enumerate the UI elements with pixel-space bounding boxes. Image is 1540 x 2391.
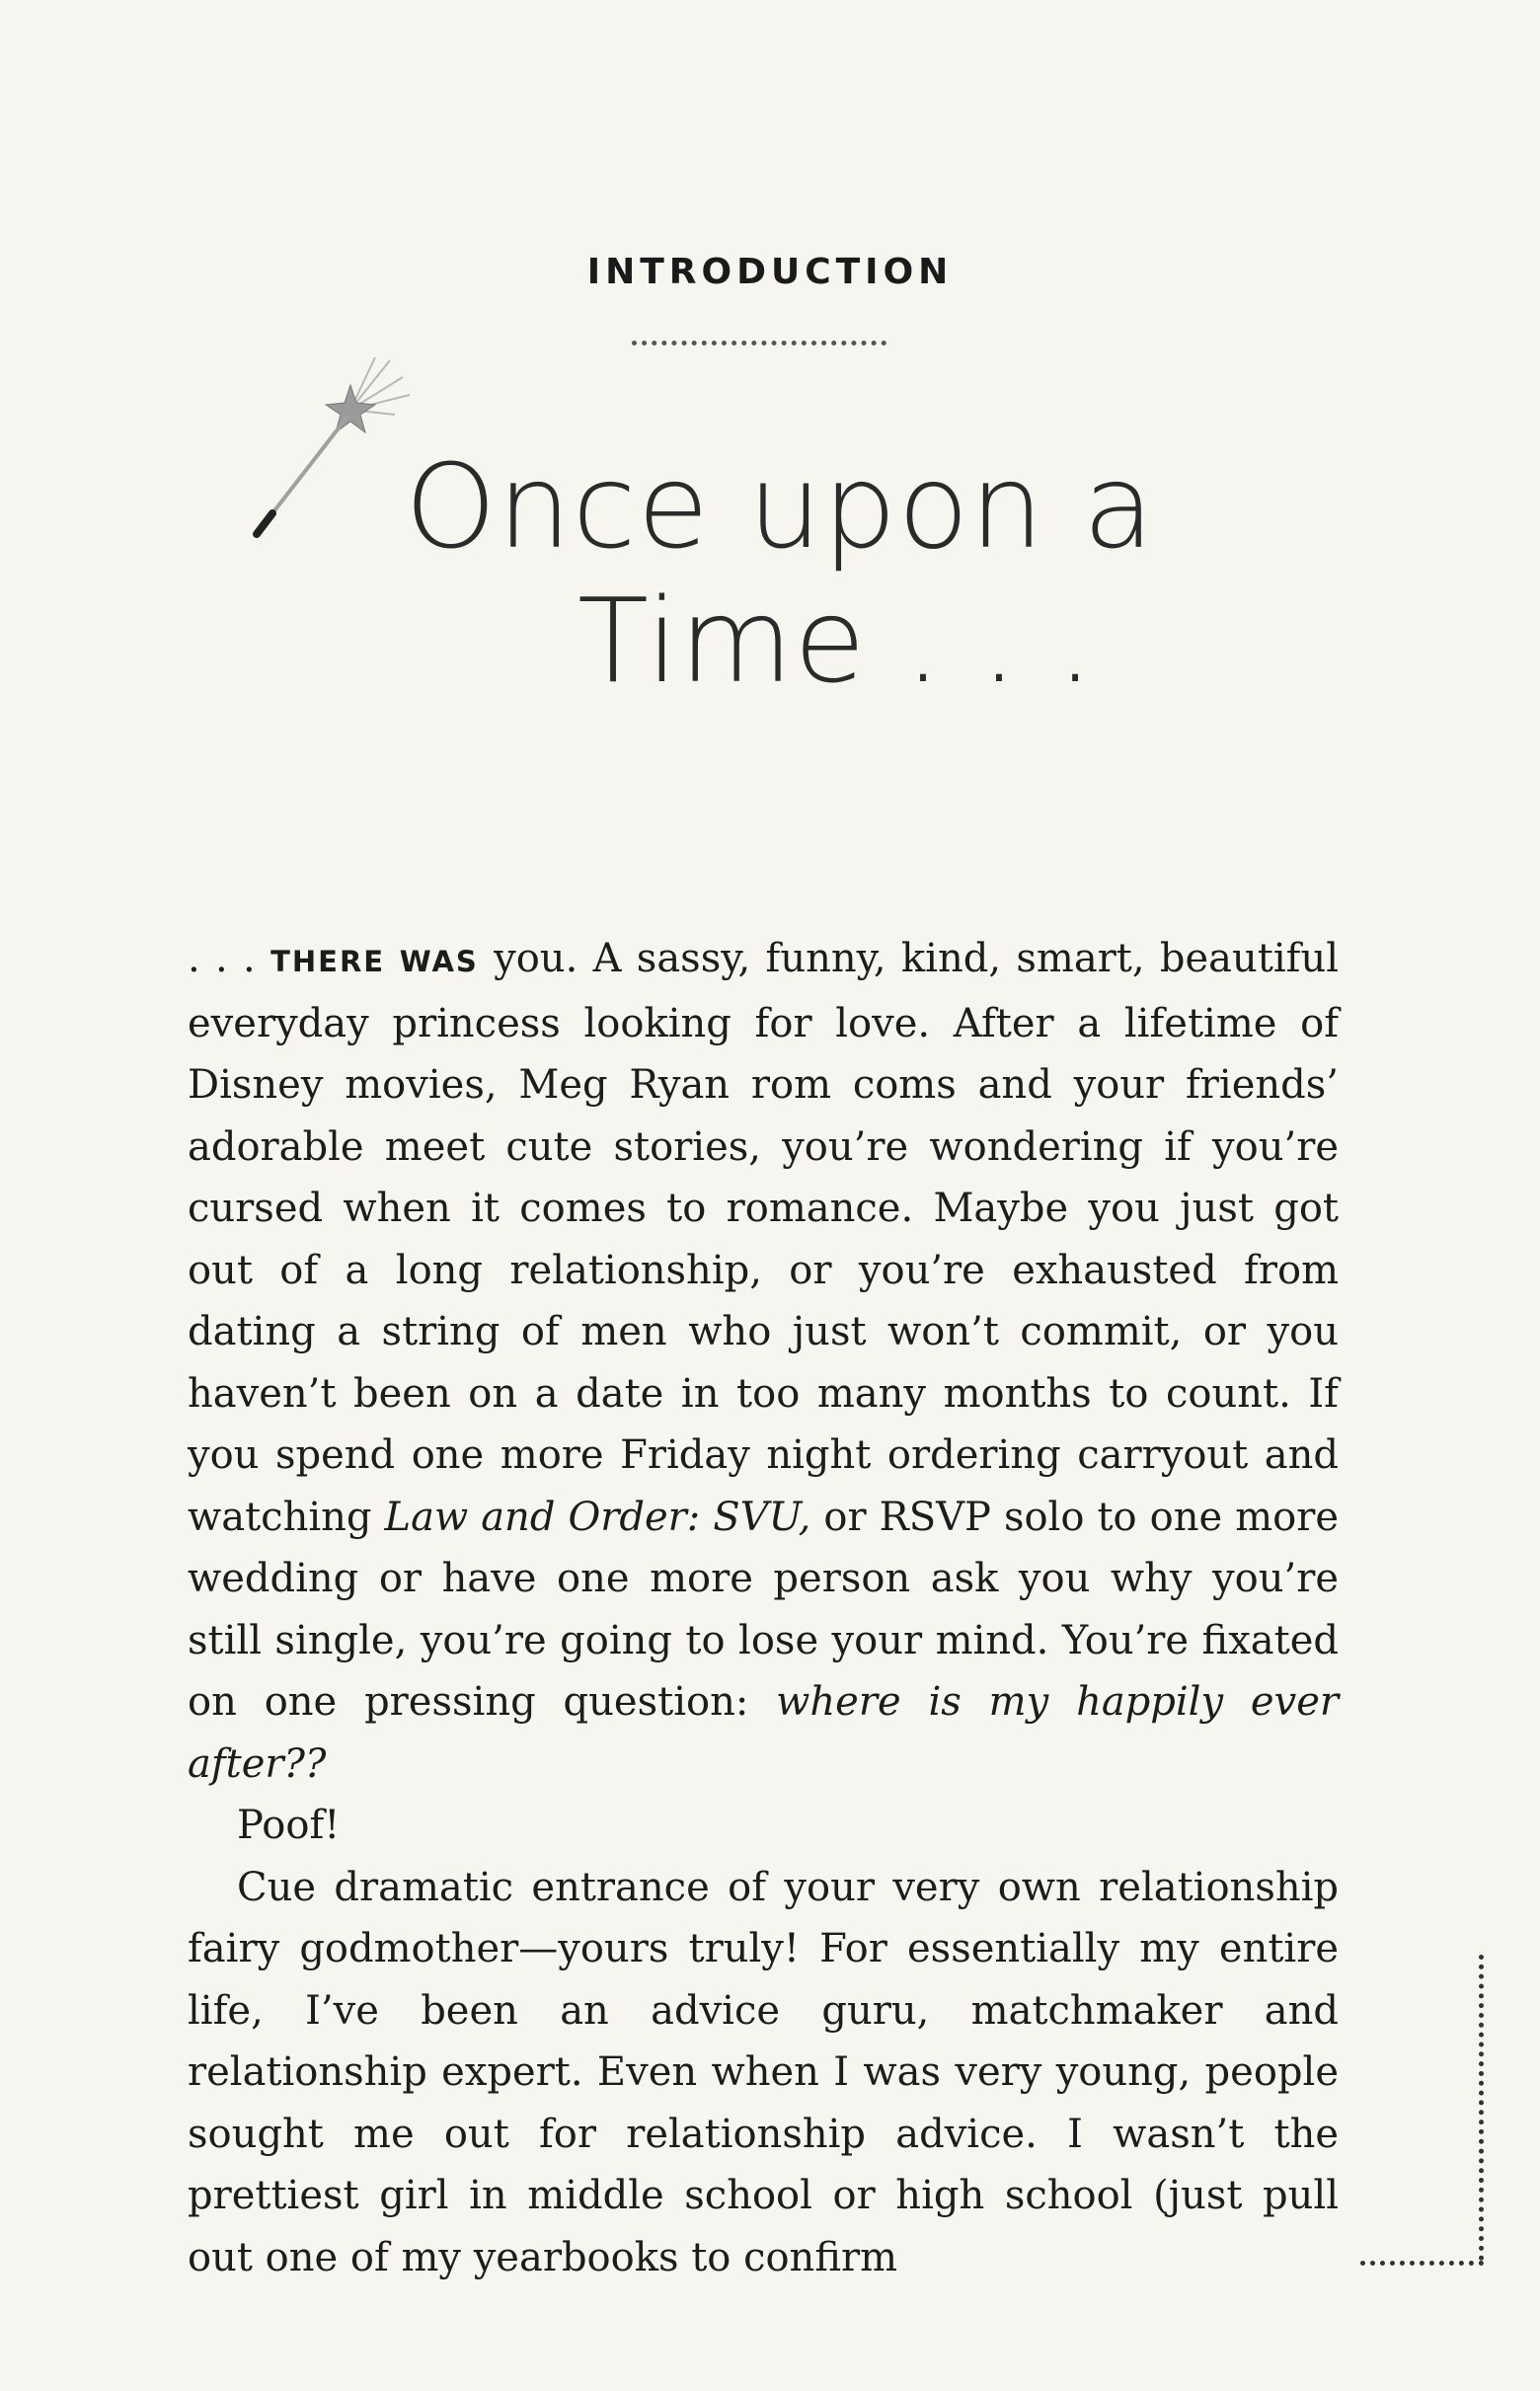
paragraph-fairy-godmother: Cue dramatic entrance of your very own relationship fairy godmother—yours truly! For essentially my entire life, I’ve been an advice guru, matchmaker and relationship expert. Even when I was very young, people sought me out for relationship advice. I wasn’t the prettiest girl in middle school or high school (just pull out one of my yearbooks to confirm xyxy=(188,1864,1339,2280)
chapter-label: INTRODUCTION xyxy=(586,252,954,292)
opening-ellipsis: . . . xyxy=(188,936,256,981)
chapter-title-line-2: Time . . . xyxy=(578,573,1095,709)
page-corner-dotted-rule-vertical xyxy=(1479,1955,1484,2261)
chapter-title-line-1: Once upon a xyxy=(405,438,1156,575)
show-title-italic: Law and Order: SVU, xyxy=(384,1494,811,1540)
chapter-label-dotted-rule xyxy=(632,341,886,346)
chapter-title xyxy=(405,439,1194,708)
paragraph-poof: Poof! xyxy=(237,1803,341,1848)
paragraph-opening xyxy=(188,928,1339,1795)
page-corner-dotted-rule-horizontal xyxy=(1360,2261,1484,2266)
body-text xyxy=(188,928,1339,2288)
opening-text-b: or RSVP solo to one more wedding or have one more person ask you why you’re still single, you’re going to lose your mind. You’re fixated on one pressing question: xyxy=(188,1494,1340,1725)
opening-text-a: you. A sassy, funny, kind, smart, beautiful everyday princess looking for love. After a lifetime of Disney movies, Meg Ryan rom coms and your friends’ adorable meet cute stories, you’re wondering if you’re cursed when it comes to romance. Maybe you just got out of a long relationship, or you’re exhausted from dating a string of men who just won’t commit, or you haven’t been on a date in too many months to count. If you spend one more Friday night ordering carryout and watching xyxy=(188,936,1339,1540)
opening-smallcaps: THERE WAS xyxy=(270,945,479,978)
question-italic: where is my happily ever after?? xyxy=(188,1679,1339,1787)
